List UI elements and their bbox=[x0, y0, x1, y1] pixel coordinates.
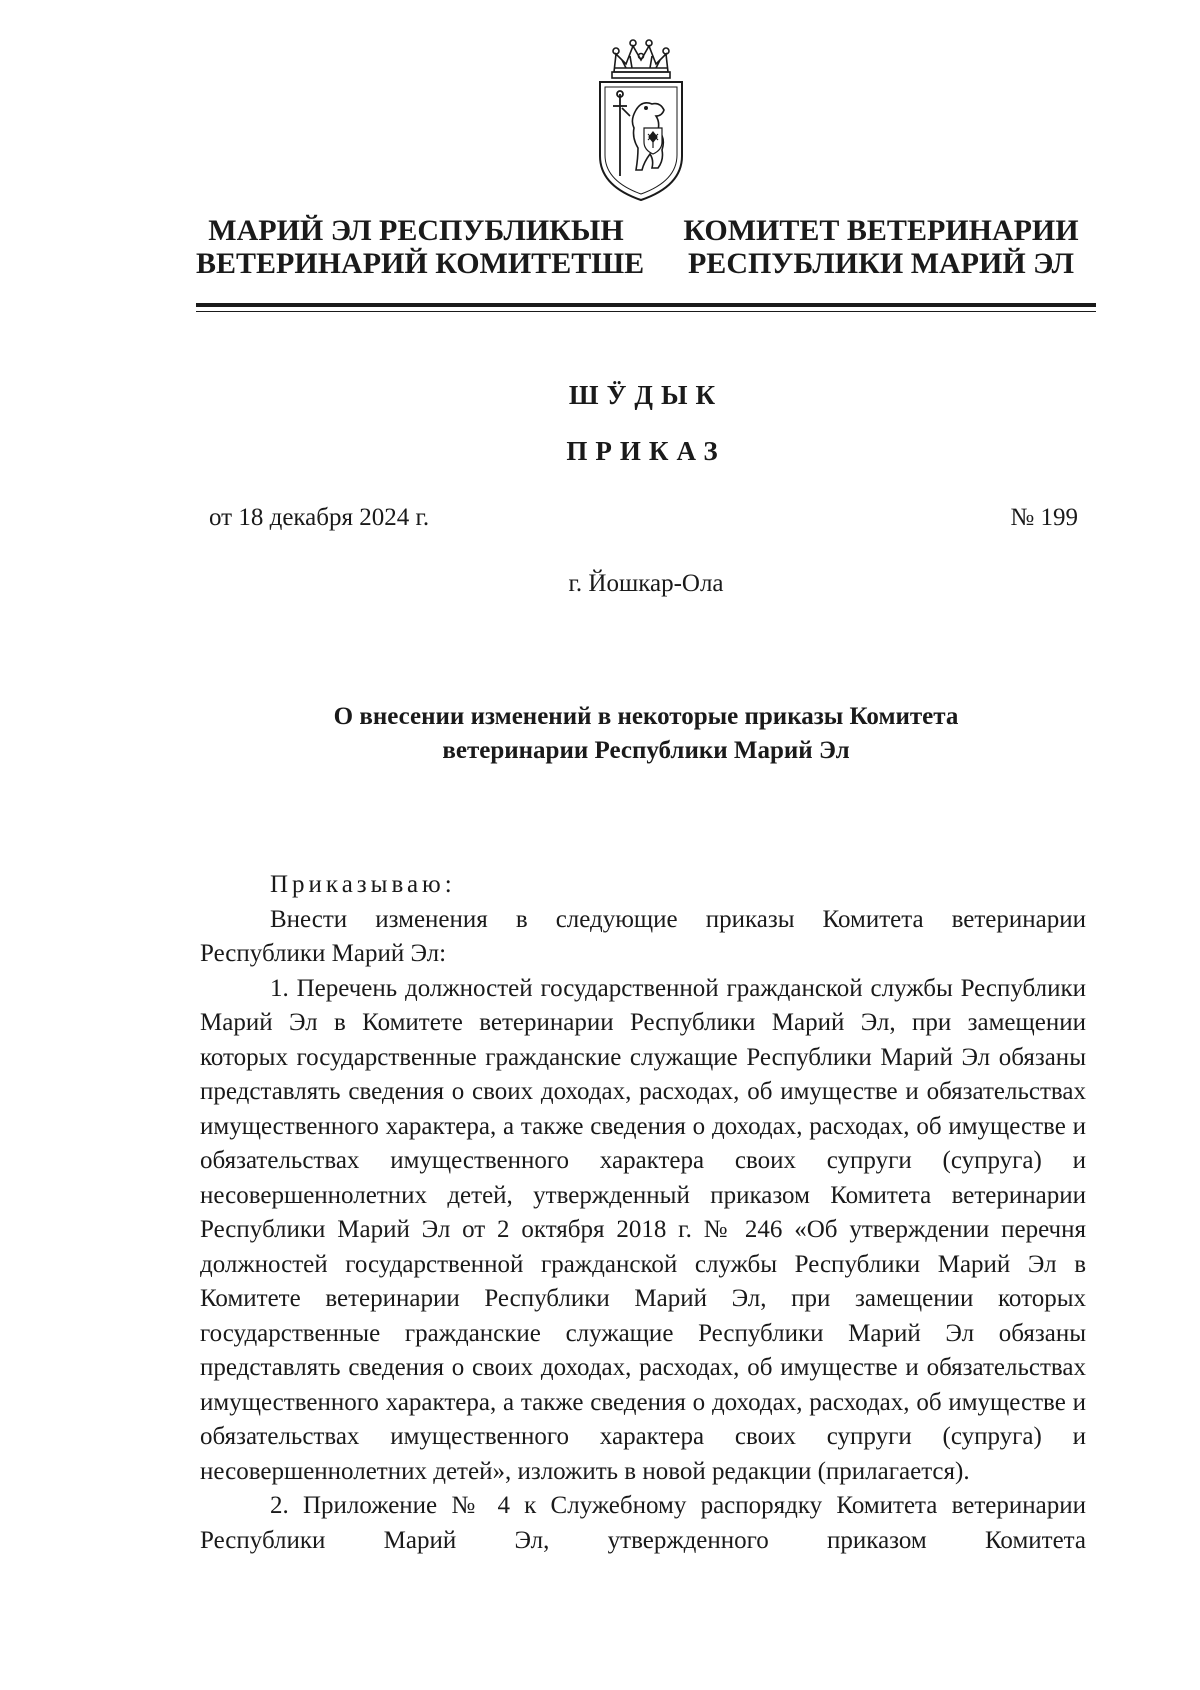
header-divider-thin bbox=[196, 311, 1096, 312]
org-name-mari-line2: ВЕТЕРИНАРИЙ КОМИТЕТШЕ bbox=[196, 247, 645, 280]
org-name-russian-line2: РЕСПУБЛИКИ МАРИЙ ЭЛ bbox=[687, 247, 1074, 280]
org-name-mari bbox=[196, 214, 645, 280]
doc-type-russian: ПРИКАЗ bbox=[566, 436, 726, 466]
org-name-mari-line1: МАРИЙ ЭЛ РЕСПУБЛИКЫН bbox=[208, 214, 624, 247]
doc-body bbox=[200, 868, 1086, 1558]
doc-date: от 18 декабря 2024 г. bbox=[209, 504, 430, 531]
doc-type-mari: ШӰДЫК bbox=[568, 380, 724, 410]
body-order-word: Приказываю: bbox=[270, 871, 456, 898]
doc-number: № 199 bbox=[1010, 504, 1078, 531]
body-paragraph-2: 2. Приложение № 4 к Служебному распорядку Комитета ветеринарии Республики Марий Эл, утвержденного приказом Комитета bbox=[200, 1492, 1086, 1554]
body-paragraph-intro: Внести изменения в следующие приказы Комитета ветеринарии Республики Марий Эл: bbox=[200, 905, 1086, 967]
doc-subject-line1: О внесении изменений в некоторые приказы Комитета bbox=[333, 703, 959, 730]
header-divider-thick bbox=[196, 303, 1096, 307]
doc-subject-line2: ветеринарии Республики Марий Эл bbox=[442, 737, 850, 764]
org-name-russian bbox=[666, 214, 1096, 280]
doc-subject bbox=[196, 700, 1096, 768]
body-paragraph-1: 1. Перечень должностей государственной гражданской службы Республики Марий Эл в Комитете ветеринарии Республики Марий Эл, при замещении которых государственные гражданские служащие Республики Марий Эл обязаны представлять сведения о своих доходах, расходах, об имуществе и обязательствах имущественного характера, а также сведения о доходах, расходах, об имуществе и обязательствах имущественного характера своих супруги (супруга) и несовершеннолетних детей, утвержденный приказом Комитета ветеринарии Республики Марий Эл от 2 октября 2018 г. № 246 «Об утверждении перечня должностей государственной гражданской службы Республики Марий Эл в Комитете ветеринарии Республики Марий Эл, при замещении которых государственные гражданские служащие Республики Марий Эл обязаны представлять сведения о своих доходах, расходах, об имуществе и обязательствах имущественного характера, а также сведения о доходах, расходах, об имуществе и обязательствах имущественного характера своих супруги (супруга) и несовершеннолетних детей», изложить в новой редакции (прилагается). bbox=[200, 974, 1086, 1485]
coat-of-arms-mari-el-icon bbox=[586, 38, 696, 208]
doc-city: г. Йошкар-Ола bbox=[568, 570, 724, 597]
org-name-russian-line1: КОМИТЕТ ВЕТЕРИНАРИИ bbox=[683, 214, 1079, 247]
